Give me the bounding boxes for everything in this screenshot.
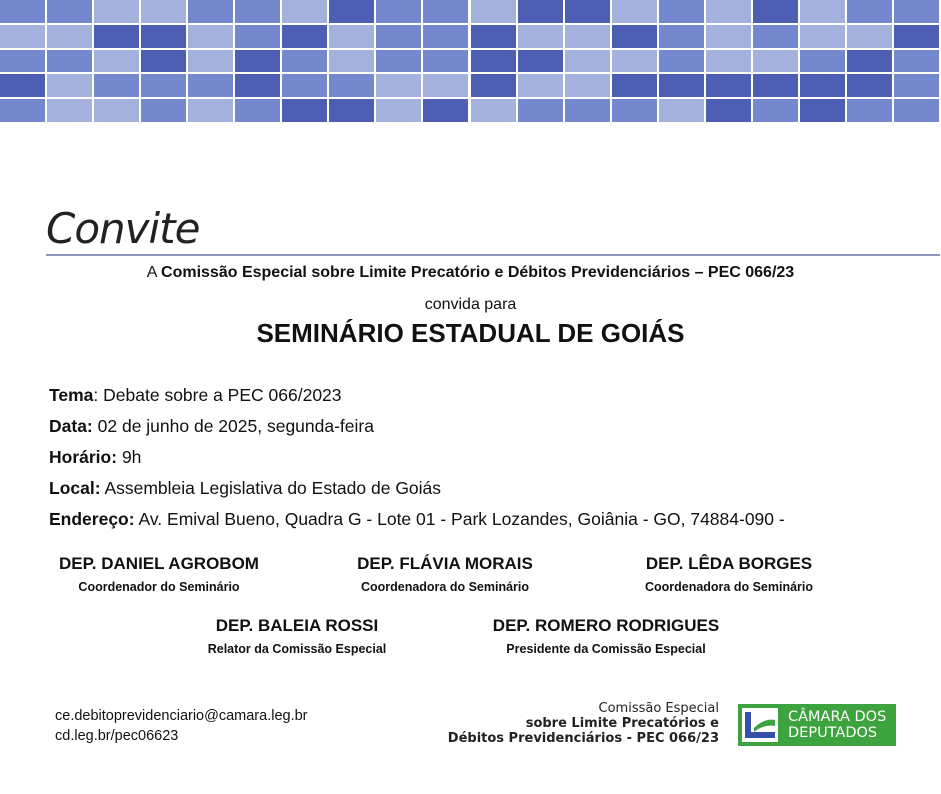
mosaic-tile [423, 50, 468, 73]
mosaic-tile [847, 99, 892, 122]
mosaic-tile [94, 25, 139, 48]
mosaic-tile [188, 74, 233, 97]
person-name: DEP. ROMERO RODRIGUES [492, 616, 720, 635]
mosaic-tile [376, 0, 421, 23]
mosaic-tile [706, 25, 751, 48]
mosaic-tile [659, 25, 704, 48]
person-daniel-agrobom [53, 554, 265, 594]
mosaic-tile [753, 50, 798, 73]
mosaic-tile [894, 0, 939, 23]
mosaic-tile [423, 25, 468, 48]
event-details [49, 382, 785, 537]
mosaic-tile [235, 50, 280, 73]
mosaic-tile [753, 25, 798, 48]
detail-label: Horário: [49, 447, 118, 467]
mosaic-tile [329, 74, 374, 97]
contact-email: ce.debitoprevidenciario@camara.leg.br [55, 708, 308, 724]
mosaic-tile [0, 99, 45, 122]
mosaic-tile [282, 74, 327, 97]
mosaic-tile [329, 25, 374, 48]
mosaic-tile [282, 0, 327, 23]
mosaic-tile [376, 25, 421, 48]
mosaic-tile [47, 74, 92, 97]
mosaic-tile [47, 99, 92, 122]
mosaic-tile [235, 99, 280, 122]
person-role: Relator da Comissão Especial [207, 642, 387, 656]
mosaic-tile [141, 74, 186, 97]
mosaic-tile [612, 74, 657, 97]
mosaic-tile [565, 0, 610, 23]
commission-logo-line3: Débitos Previdenciários - PEC 066/23 [447, 731, 719, 746]
mosaic-tile [518, 0, 563, 23]
mosaic-tile [471, 74, 516, 97]
commission-logo-line1: Comissão Especial [598, 701, 719, 716]
detail-sep: : [93, 385, 104, 405]
mosaic-tile [800, 74, 845, 97]
mosaic-tile [0, 50, 45, 73]
mosaic-tile [518, 99, 563, 122]
mosaic-tile [847, 25, 892, 48]
detail-value: Assembleia Legislativa do Estado de Goiás [104, 478, 442, 498]
camara-line1: CÂMARA DOS [788, 709, 887, 725]
person-name: DEP. LÊDA BORGES [645, 554, 813, 573]
invitation-title: Convite [46, 204, 200, 253]
mosaic-tile [659, 99, 704, 122]
mosaic-tile [894, 74, 939, 97]
mosaic-tile [423, 74, 468, 97]
mosaic-tile [471, 99, 516, 122]
header-mosaic-banner [0, 0, 941, 124]
detail-time [49, 444, 785, 475]
mosaic-tile [94, 50, 139, 73]
mosaic-tile [329, 99, 374, 122]
mosaic-tile [612, 50, 657, 73]
mosaic-tile [0, 74, 45, 97]
mosaic-tile [47, 50, 92, 73]
mosaic-tile [753, 74, 798, 97]
invites-text: convida para [424, 296, 517, 313]
mosaic-tile [894, 99, 939, 122]
detail-address [49, 506, 785, 537]
mosaic-tile [565, 25, 610, 48]
mosaic-tile [894, 25, 939, 48]
mosaic-tile [188, 99, 233, 122]
detail-value: 02 de junho de 2025, segunda-feira [97, 416, 374, 436]
mosaic-tile [282, 25, 327, 48]
person-baleia-rossi [198, 616, 396, 656]
person-romero-rodrigues [482, 616, 730, 656]
mosaic-tile [47, 25, 92, 48]
mosaic-tile [894, 50, 939, 73]
detail-label: Tema [49, 385, 94, 405]
mosaic-tile [0, 25, 45, 48]
mosaic-tile [612, 99, 657, 122]
mosaic-tile [188, 25, 233, 48]
detail-label: Data: [49, 416, 93, 436]
camara-line2: DEPUTADOS [788, 725, 878, 741]
commission-logo-line2: sobre Limite Precatórios e [525, 716, 719, 731]
detail-label: Endereço: [49, 509, 135, 529]
mosaic-tile [565, 50, 610, 73]
commission-name: Comissão Especial sobre Limite Precatório e Débitos Previdenciários – PEC 066/23 [161, 264, 795, 281]
person-role: Coordenador do Seminário [78, 580, 240, 594]
mosaic-tile [565, 74, 610, 97]
mosaic-tile [847, 74, 892, 97]
event-title: SEMINÁRIO ESTADUAL DE GOIÁS [256, 318, 685, 348]
contact-website: cd.leg.br/pec06623 [55, 728, 179, 744]
mosaic-tile [235, 0, 280, 23]
person-name: DEP. DANIEL AGROBOM [59, 554, 259, 573]
detail-value: 9h [121, 447, 142, 467]
mosaic-tile [518, 50, 563, 73]
mosaic-tile [518, 25, 563, 48]
commission-logo-text [448, 701, 719, 746]
mosaic-tile [659, 50, 704, 73]
intro-prefix: A [146, 264, 162, 281]
mosaic-tile [282, 99, 327, 122]
camara-wordmark [788, 709, 886, 741]
mosaic-tile [706, 99, 751, 122]
person-flavia-morais [350, 554, 540, 594]
mosaic-tile [659, 74, 704, 97]
mosaic-tile [94, 0, 139, 23]
person-leda-borges [637, 554, 821, 594]
mosaic-tile [471, 25, 516, 48]
mosaic-tile [800, 0, 845, 23]
mosaic-tile [141, 99, 186, 122]
mosaic-tile [282, 50, 327, 73]
mosaic-tile [47, 0, 92, 23]
mosaic-tile [141, 0, 186, 23]
detail-date [49, 413, 785, 444]
mosaic-tile [471, 0, 516, 23]
detail-theme [49, 382, 785, 413]
mosaic-tile [376, 99, 421, 122]
mosaic-tile [188, 50, 233, 73]
mosaic-tile [423, 0, 468, 23]
mosaic-tile [753, 99, 798, 122]
mosaic-tile [706, 74, 751, 97]
mosaic-tile [518, 74, 563, 97]
person-role: Coordenadora do Seminário [360, 580, 530, 594]
camara-emblem-icon [742, 708, 778, 742]
detail-value: Debate sobre a PEC 066/2023 [103, 385, 342, 405]
mosaic-tile [376, 50, 421, 73]
mosaic-tile [706, 50, 751, 73]
mosaic-tile [612, 0, 657, 23]
person-name: DEP. BALEIA ROSSI [215, 616, 379, 635]
mosaic-tile [141, 25, 186, 48]
mosaic-tile [376, 74, 421, 97]
mosaic-tile [423, 99, 468, 122]
mosaic-tile [94, 99, 139, 122]
mosaic-tile [800, 50, 845, 73]
person-role: Presidente da Comissão Especial [506, 642, 706, 656]
detail-label: Local: [49, 478, 101, 498]
mosaic-tile [329, 0, 374, 23]
person-role: Coordenadora do Seminário [644, 580, 814, 594]
person-name: DEP. FLÁVIA MORAIS [357, 554, 533, 573]
mosaic-tile [753, 0, 798, 23]
mosaic-tile [235, 25, 280, 48]
mosaic-tile [659, 0, 704, 23]
mosaic-tile [235, 74, 280, 97]
camara-dos-deputados-logo [738, 704, 896, 746]
detail-value: Av. Emival Bueno, Quadra G - Lote 01 - Park Lozandes, Goiânia - GO, 74884-090 - [138, 509, 785, 529]
mosaic-tile [847, 0, 892, 23]
mosaic-tile [0, 0, 45, 23]
detail-location [49, 475, 785, 506]
mosaic-tile [329, 50, 374, 73]
intro-line [0, 264, 941, 282]
mosaic-tile [141, 50, 186, 73]
mosaic-tile [471, 50, 516, 73]
mosaic-tile [612, 25, 657, 48]
mosaic-tile [706, 0, 751, 23]
contact-info [55, 706, 308, 746]
mosaic-tile [847, 50, 892, 73]
mosaic-tile [188, 0, 233, 23]
title-divider [46, 254, 940, 256]
mosaic-tile [800, 99, 845, 122]
mosaic-tile [94, 74, 139, 97]
mosaic-tile [800, 25, 845, 48]
mosaic-tile [565, 99, 610, 122]
